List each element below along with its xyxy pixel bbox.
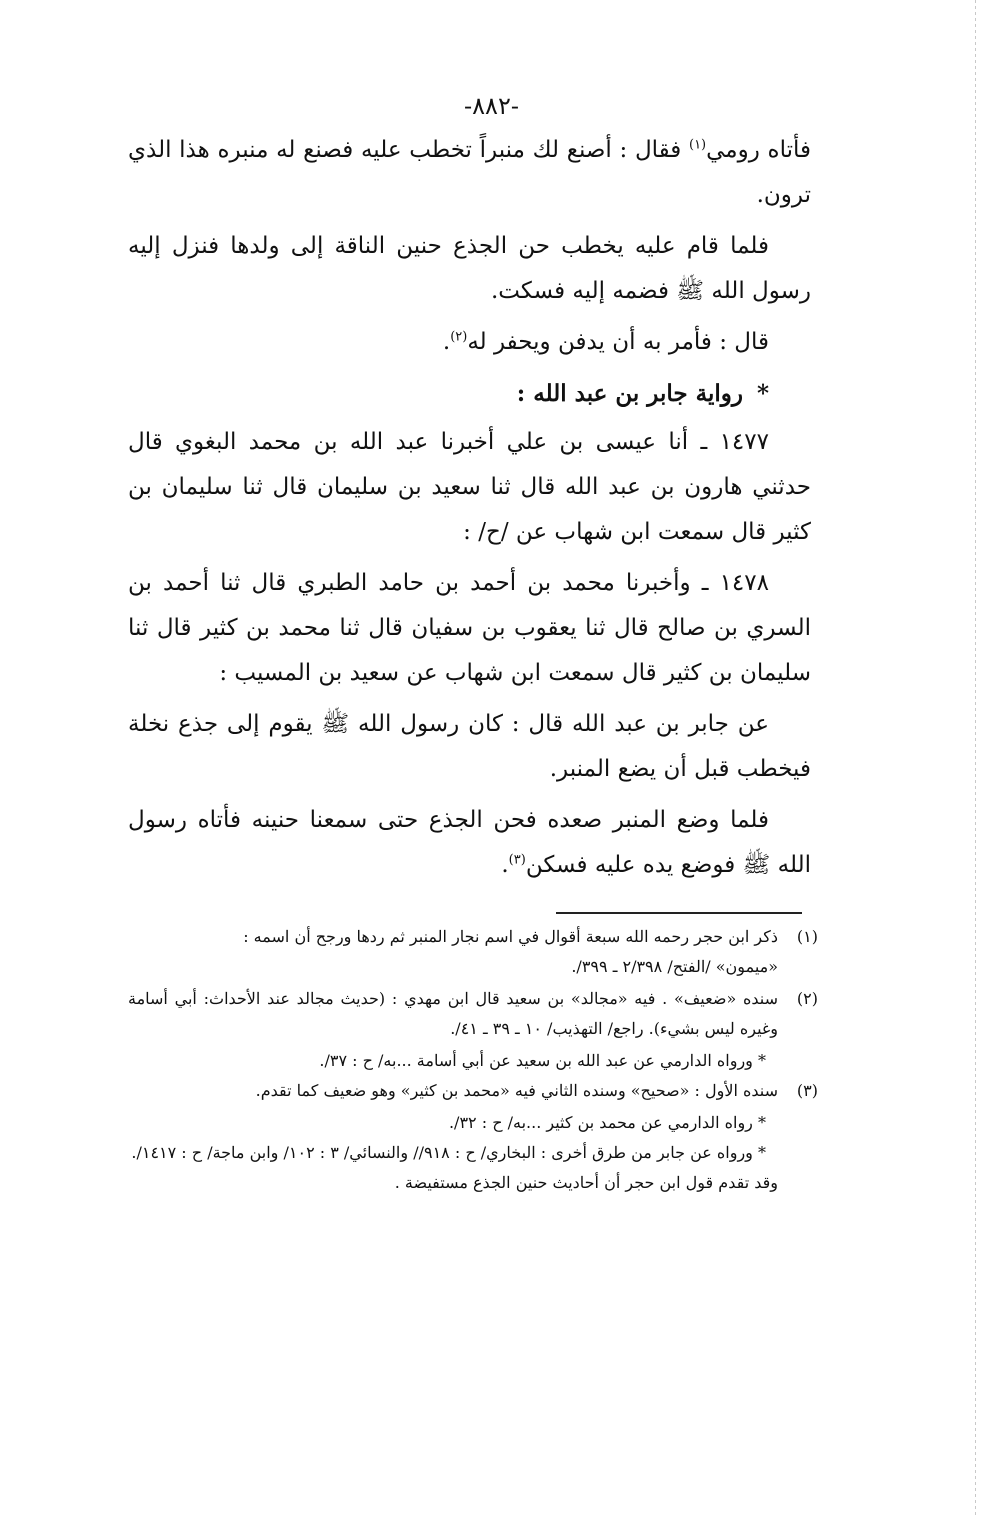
paragraph-1-rest: فقال : أصنع لك منبراً تخطب عليه فصنع له منبره هذا الذي ترون. (128, 137, 811, 208)
footnote-2-body (128, 984, 778, 1044)
footnote-1 (128, 922, 818, 982)
heading-star: * (756, 380, 769, 407)
footnote-1-body (128, 922, 778, 982)
paragraph-7-end: . (501, 852, 509, 878)
footnote-2-star: * (758, 1051, 766, 1070)
section-heading (128, 371, 811, 416)
paragraph-4: ١٤٧٧ ـ أنا عيسى بن علي أخبرنا عبد الله بن محمد البغوي قال حدثني هارون بن عبد الله قال ثنا سعيد بن سليمان قال ثنا سليمان بن كثير قال سمعت ابن شهاب عن /ح/ : (128, 429, 811, 545)
footnote-ref-3: (٣) (508, 852, 526, 868)
footnote-3-body (128, 1076, 778, 1106)
footnote-2-extra (128, 1046, 818, 1076)
footnote-3-star-2: * (758, 1143, 766, 1162)
footnote-1-number: (١) (796, 927, 818, 946)
footnote-2-number: (٢) (796, 989, 818, 1008)
footnote-3-star-1: * (758, 1113, 766, 1132)
paragraph-1-text: فأتاه رومي (706, 137, 811, 163)
paragraph-2: فلما قام عليه يخطب حن الجذع حنين الناقة إلى ولدها فنزل إليه رسول الله ﷺ فضمه إليه فسكت. (128, 233, 811, 304)
paragraph-3-end: . (442, 329, 451, 355)
footnote-3-number: (٣) (796, 1081, 818, 1100)
main-text (128, 128, 811, 894)
footnote-3-extra-3: وقد تقدم قول ابن حجر أن أحاديث حنين الجذع مستفيضة . (394, 1173, 778, 1192)
paragraph-5: ١٤٧٨ ـ وأخبرنا محمد بن أحمد بن حامد الطبري قال ثنا أحمد بن السري بن صالح قال ثنا يعقوب بن سفيان قال ثنا محمد بن كثير قال ثنا سليمان بن كثير قال سمعت ابن شهاب عن سعيد بن المسيب : (128, 570, 811, 686)
footnote-1-line-2: «ميمون» /الفتح/ ٢/٣٩٨ ـ ٣٩٩/. (571, 957, 778, 976)
heading-text: رواية جابر بن عبد الله : (516, 380, 743, 407)
footnote-3-extra-1-text: رواه الدارمي عن محمد بن كثير ...به/ ح : ٣٢/. (448, 1113, 753, 1132)
paragraph-7 (128, 798, 811, 888)
footnote-2-extra-text: ورواه الدارمي عن عبد الله بن سعيد عن أبي أسامة ...به/ ح : ٣٧/. (319, 1051, 753, 1070)
footnote-1-line-1: ذكر ابن حجر رحمه الله سبعة أقوال في اسم نجار المنبر ثم ردها ورجح أن اسمه : (243, 927, 778, 946)
footnote-2 (128, 984, 818, 1044)
footnote-2-line-1: سنده «ضعيف» . فيه «مجالد» بن سعيد قال ابن مهدي : (حديث مجالد عند الأحداث: أبي أسامة وغيره ليس بشيء). راجع/ التهذيب/ ١٠ ـ ٣٩ ـ ٤١/. (128, 989, 778, 1038)
paragraph-1 (128, 128, 811, 218)
paragraph-3-text: قال : فأمر به أن يدفن ويحفر له (467, 329, 769, 355)
footnote-3-extra-2 (128, 1138, 818, 1168)
paragraph-7-text: فلما وضع المنبر صعده فحن الجذع حتى سمعنا حنينه فأتاه رسول الله ﷺ فوضع يده عليه فسكن (128, 807, 811, 878)
page-edge-line (975, 0, 976, 1517)
footnote-ref-2: (٢) (450, 329, 468, 345)
footnote-separator (556, 912, 802, 914)
footnote-ref-1: (١) (688, 137, 707, 153)
footnote-3 (128, 1076, 818, 1106)
footnote-3-line-1: سنده الأول : «صحيح» وسنده الثاني فيه «محمد بن كثير» وهو ضعيف كما تقدم. (255, 1081, 778, 1100)
page-number: -٨٨٢- (464, 92, 519, 120)
paragraph-3 (128, 320, 811, 365)
paragraph-6: عن جابر بن عبد الله قال : كان رسول الله ﷺ يقوم إلى جذع نخلة فيخطب قبل أن يضع المنبر. (128, 711, 811, 782)
footnotes (128, 922, 818, 1198)
footnote-3-extra-2-text: ورواه عن جابر من طرق أخرى : البخاري/ ح : ٩١٨// والنسائي/ ٣ : ١٠٢/ وابن ماجة/ ح : ١٤١٧/. (131, 1143, 753, 1162)
footnote-3-extra-1 (128, 1108, 818, 1138)
